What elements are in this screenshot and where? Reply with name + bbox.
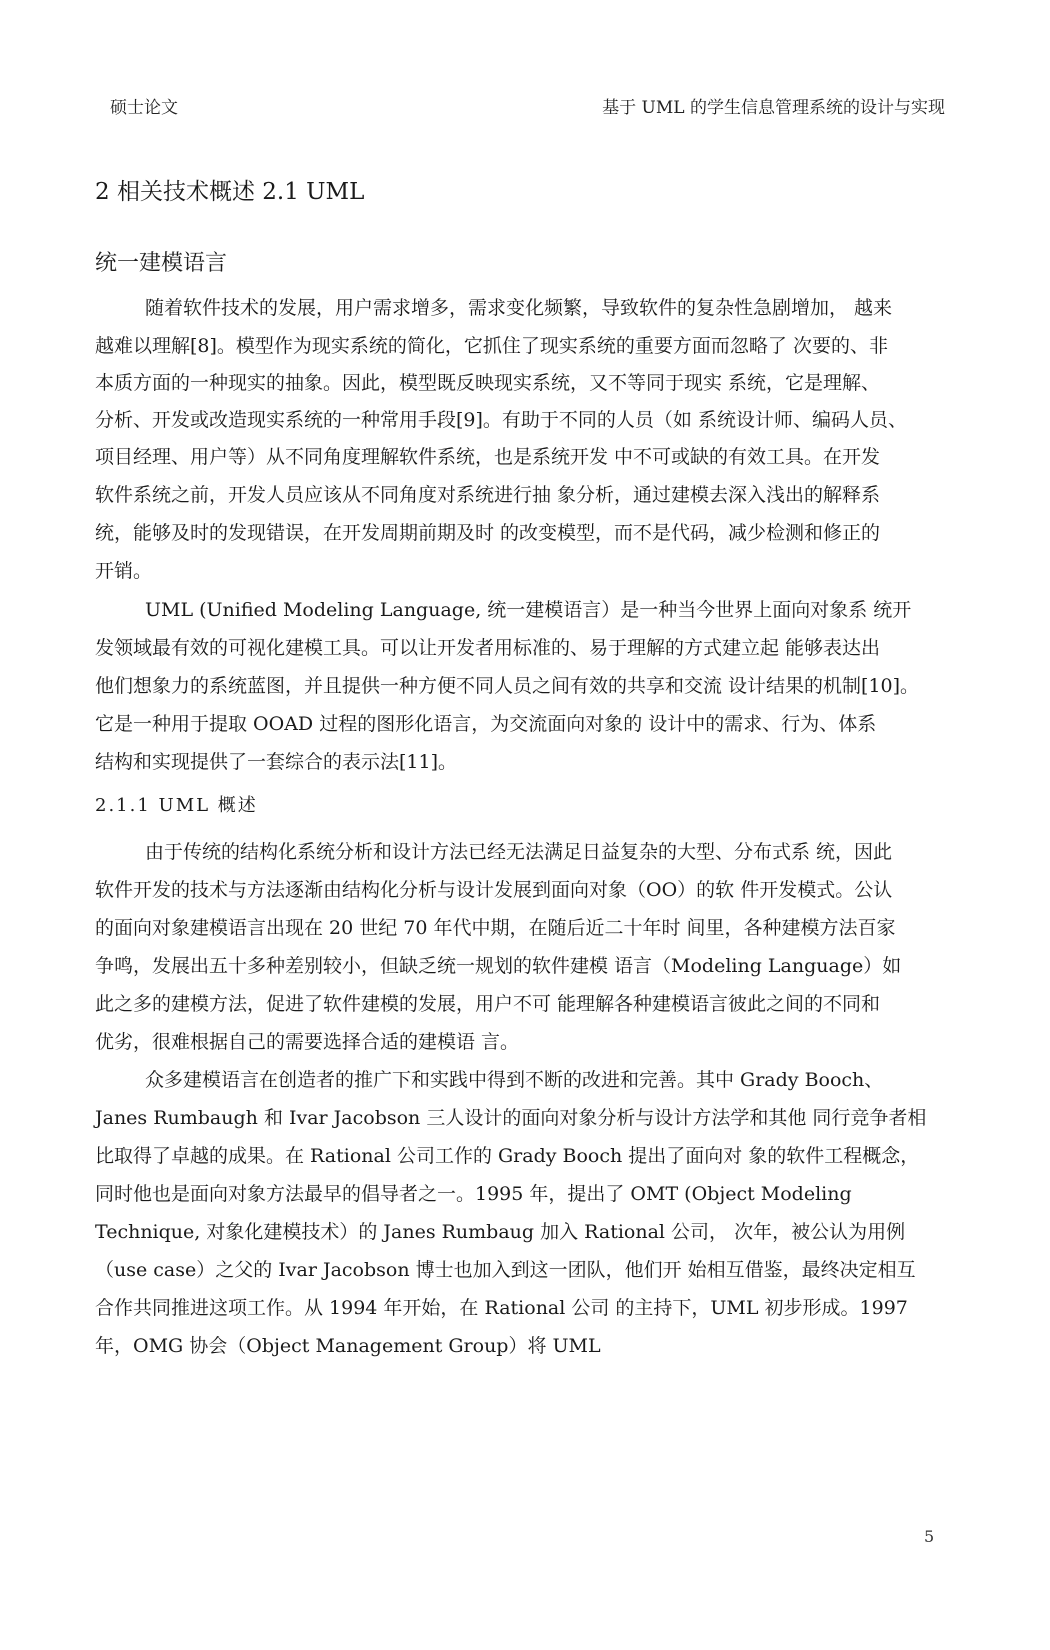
- paragraph-line: 此之多的建模方法，促进了软件建模的发展，用户不可 能理解各种建模语言彼此之间的不同和: [95, 993, 881, 1015]
- section-heading: 2 相关技术概述 2.1 UML: [95, 179, 365, 205]
- paragraph-line: 的面向对象建模语言出现在 20 世纪 70 年代中期，在随后近二十年时 间里，各种建模方法百家: [95, 917, 896, 939]
- paragraph-line: Janes Rumbaugh 和 Ivar Jacobson 三人设计的面向对象分析与设计方法学和其他 同行竞争者相: [95, 1107, 927, 1129]
- paragraph-line: 软件开发的技术与方法逐渐由结构化分析与设计发展到面向对象（OO）的软 件开发模式。公认: [95, 879, 893, 901]
- paragraph-line: （use case）之父的 Ivar Jacobson 博士也加入到这一团队，他们开 始相互借鉴，最终决定相互: [95, 1259, 916, 1281]
- paragraph-line: 同时他也是面向对象方法最早的倡导者之一。1995 年，提出了 OMT (Object Modeling: [95, 1183, 852, 1205]
- paragraph-line: 发领域最有效的可视化建模工具。可以让开发者用标准的、易于理解的方式建立起 能够表达出: [95, 637, 881, 659]
- paragraph-line: 分析、开发或改造现实系统的一种常用手段[9]。有助于不同的人员（如 系统设计师、编码人员、: [95, 409, 907, 431]
- paragraph-line: 软件系统之前，开发人员应该从不同角度对系统进行抽 象分析，通过建模去深入浅出的解释系: [95, 484, 881, 506]
- paragraph-line: 合作共同推进这项工作。从 1994 年开始，在 Rational 公司 的主持下，UML 初步形成。1997: [95, 1297, 908, 1319]
- paragraph-line: UML (Unified Modeling Language, 统一建模语言）是一种当今世界上面向对象系 统开: [145, 599, 912, 621]
- subsubsection-heading: 2.1.1 UML 概述: [95, 795, 258, 816]
- subsection-heading: 统一建模语言: [95, 251, 228, 276]
- paragraph-line: 结构和实现提供了一套综合的表示法[11]。: [95, 751, 458, 773]
- paragraph-line: 比取得了卓越的成果。在 Rational 公司工作的 Grady Booch 提出了面向对 象的软件工程概念，: [95, 1145, 920, 1167]
- paragraph-line: 优劣，很难根据自己的需要选择合适的建模语 言。: [95, 1031, 520, 1053]
- paragraph-line: 越难以理解[8]。模型作为现实系统的简化，它抓住了现实系统的重要方面而忽略了 次要的、非: [95, 335, 888, 357]
- page-number: 5: [924, 1527, 935, 1546]
- paragraph-line: Technique, 对象化建模技术）的 Janes Rumbaug 加入 Rational 公司， 次年，被公认为用例: [95, 1221, 906, 1243]
- paragraph-line: 本质方面的一种现实的抽象。因此，模型既反映现实系统，又不等同于现实 系统，它是理解、: [95, 372, 881, 394]
- paragraph-line: 争鸣，发展出五十多种差别较小，但缺乏统一规划的软件建模 语言（Modeling Language）如: [95, 955, 902, 977]
- running-header: [110, 93, 945, 119]
- paragraph-line: 统，能够及时的发现错误，在开发周期前期及时 的改变模型，而不是代码，减少检测和修正的: [95, 522, 881, 544]
- paragraph-line: 开销。: [95, 560, 153, 582]
- paragraph-line: 项目经理、用户等）从不同角度理解软件系统，也是系统开发 中不可或缺的有效工具。在开发: [95, 446, 881, 468]
- paragraph-line: 它是一种用于提取 OOAD 过程的图形化语言，为交流面向对象的 设计中的需求、行为、体系: [95, 713, 877, 735]
- header-thesis-title: 基于 UML 的学生信息管理系统的设计与实现: [602, 98, 945, 118]
- paragraph-line: 他们想象力的系统蓝图，并且提供一种方便不同人员之间有效的共享和交流 设计结果的机制[10]。: [95, 675, 920, 697]
- header-thesis-type: 硕士论文: [110, 98, 178, 118]
- paragraph-line: 众多建模语言在创造者的推广下和实践中得到不断的改进和完善。其中 Grady Booch、: [145, 1069, 884, 1091]
- paragraph-line: 年，OMG 协会（Object Management Group）将 UML: [95, 1335, 601, 1357]
- paragraph-line: 由于传统的结构化系统分析和设计方法已经无法满足日益复杂的大型、分布式系 统，因此: [145, 841, 893, 863]
- paragraph-line: 随着软件技术的发展，用户需求增多，需求变化频繁，导致软件的复杂性急剧增加， 越来: [145, 297, 893, 319]
